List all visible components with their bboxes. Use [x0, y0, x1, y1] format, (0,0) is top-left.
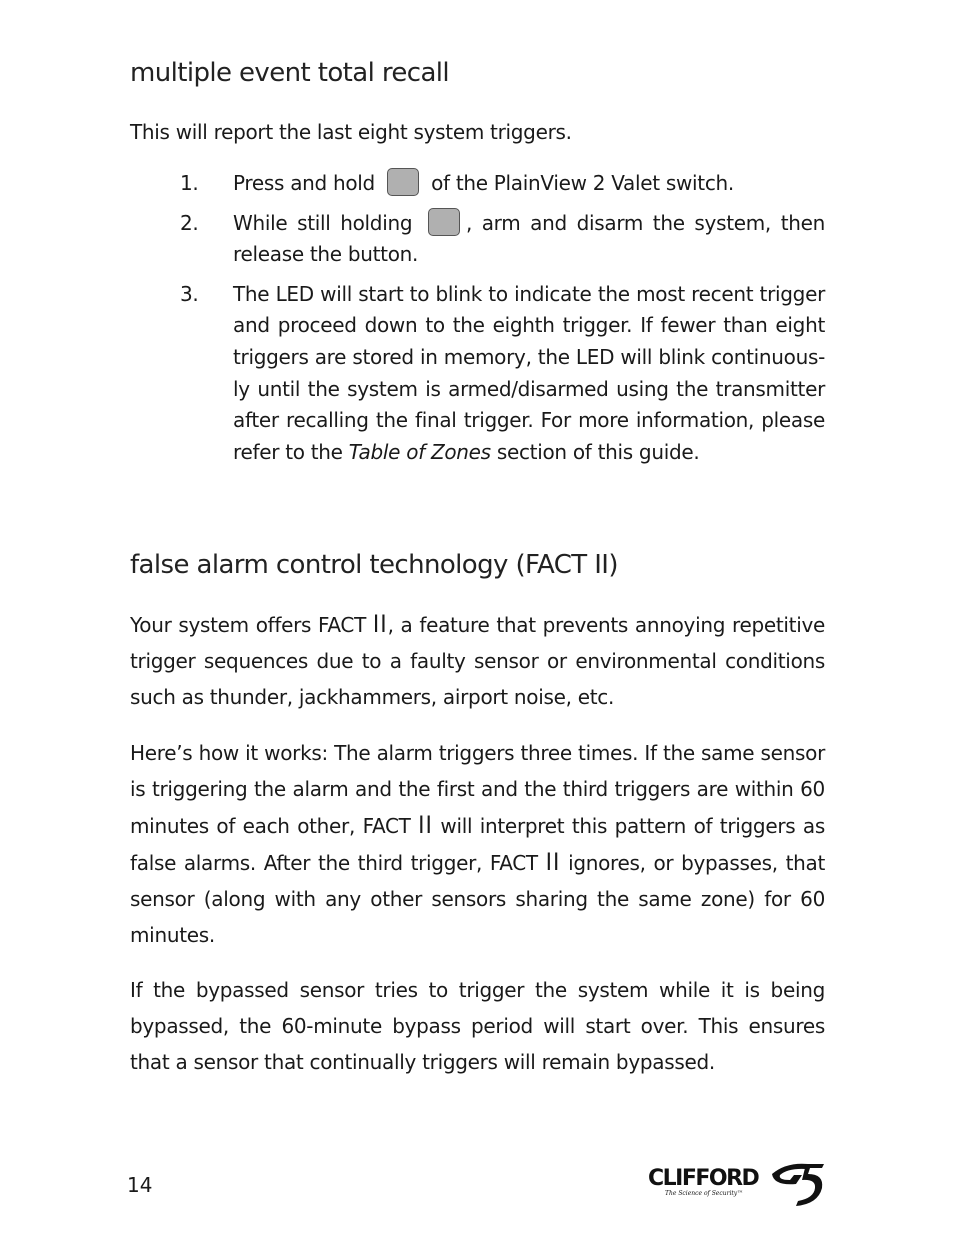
step-number: 2.	[180, 210, 199, 235]
paragraph-text: Here’s how it works: The alarm triggers three times. If the same sensor is triggering the alarm and the first and the third triggers are within 60 minutes of each other, FACT	[130, 741, 825, 838]
list-item	[180, 208, 825, 271]
paragraph-text: ignores, or bypasses, that sensor (along with any other sensors sharing the same zone) for 60 minutes.	[130, 851, 825, 947]
paragraph-text: Your system offers FACT	[130, 613, 367, 637]
step-number: 3.	[180, 281, 199, 306]
paragraph	[130, 606, 825, 715]
paragraph-text: will interpret this pattern of triggers as false alarms. After the third trigger, FACT	[130, 814, 825, 875]
step-text-part: section of this guide.	[496, 439, 700, 464]
steps-list	[180, 168, 825, 476]
paragraph-text: , a feature that prevents annoying repetitive trigger sequences due to a faulty sensor or environmental conditions such as thunder, jackhammers, airport noise, etc.	[130, 613, 825, 709]
page-number: 14	[127, 1173, 153, 1197]
step-text	[233, 208, 825, 271]
valet-button-icon	[387, 168, 419, 196]
step-text-part: Press and hold	[233, 171, 375, 195]
logo-text: CLIFFORD	[648, 1166, 759, 1191]
g5-logo-icon	[768, 1160, 826, 1208]
step-text-part: of the PlainView 2 Valet switch.	[431, 171, 734, 195]
roman-numeral: II	[545, 848, 561, 876]
list-item	[180, 279, 825, 469]
clifford-logo	[648, 1160, 828, 1210]
intro-text: This will report the last eight system triggers.	[130, 120, 572, 144]
roman-numeral: II	[418, 811, 433, 839]
roman-numeral: II	[372, 610, 388, 638]
step-text-part: While still holding	[233, 210, 413, 235]
step-number: 1.	[180, 171, 199, 195]
emphasis-text: Table of Zones	[348, 439, 491, 464]
section-title-fact: false alarm control technology (FACT II)	[130, 550, 618, 580]
logo-tagline: The Science of Security™	[665, 1190, 744, 1197]
step-text	[233, 279, 825, 469]
step-text-part: , arm and disarm the system, then release the button.	[233, 210, 825, 267]
step-text-part: The LED will start to blink to indicate the most recent trigger and proceed down to the eighth trigger. If fewer than eight triggers are stored in memory, the LED will blink continuous- ly until the system is armed/disarmed using the transmitter after recalling the final trigger. For more information, please refer to the	[233, 281, 825, 464]
paragraph: If the bypassed sensor tries to trigger the system while it is being bypassed, the 60-minute bypass period will start over. This ensures that a sensor that continually triggers will remain bypassed.	[130, 978, 825, 1074]
step-text	[233, 168, 825, 200]
list-item	[180, 168, 825, 200]
section-title-recall: multiple event total recall	[130, 58, 450, 88]
paragraph	[130, 735, 825, 953]
valet-button-icon	[428, 208, 460, 236]
